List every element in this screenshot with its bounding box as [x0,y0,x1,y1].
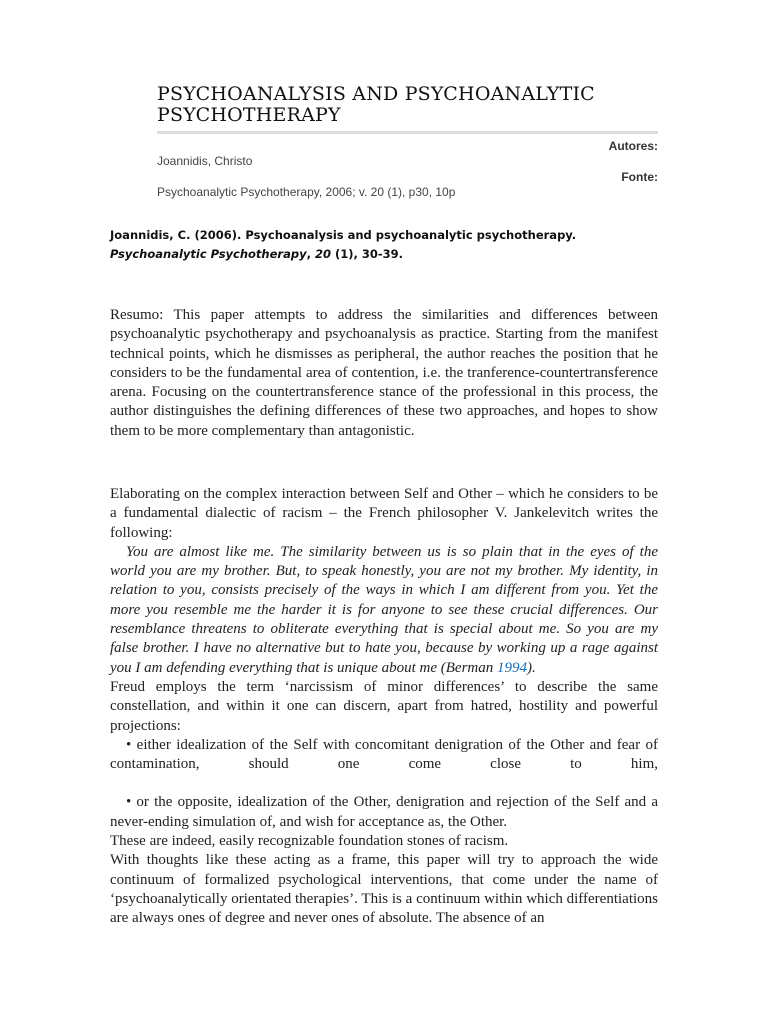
abstract-label: Resumo: [110,307,164,323]
foundation-paragraph: These are indeed, easily recognizable foundation stones of racism. [110,833,509,850]
bullet-item-2: • or the opposite, idealization of the Other, denigration and rejection of the Self and a never-ending simulation of, and wish for acceptance as, the Other. [110,794,658,830]
abstract-text: This paper attempts to address the similarities and differences between psychoanalytic psychotherapy and psychoanalysis as practice. Starting from the manifest technical points, which he dismisses as peripheral, the author reaches the position that he considers to be the fundamental area of contention, i.e. the tranference-countertransference arena. Focusing on the countertransference stance of the professional in this process, the author distinguishes the defining differences of these two approaches, and hopes to show them to be more complementary than antagonistic. [110,307,658,439]
authors-value: Joannidis, Christo [157,154,253,168]
bullet-item-1: • either idealization of the Self with concomitant denigration of the Other and fear of contamination, should one come close to him, [110,736,658,773]
source-value: Psychoanalytic Psychotherapy, 2006; v. 20 (1), p30, 10p [157,185,456,199]
jankelevitch-quote [110,543,658,678]
source-label: Fonte: [621,170,658,184]
quote-end: ). [527,659,536,676]
article-title: PSYCHOANALYSIS AND PSYCHOANALYTIC PSYCHOTHERAPY [157,84,658,134]
citation-volume: 20 [314,247,331,261]
freud-paragraph: Freud employs the term ‘narcissism of minor differences’ to describe the same constellation, and within it one can discern, apart from hatred, hostility and powerful projections: [110,678,658,734]
abstract [110,306,658,441]
citation-journal: Psychoanalytic Psychotherapy [110,247,307,261]
citation-authors-year: Joannidis, C. (2006). Psychoanalysis and psychoanalytic psychotherapy. [110,228,577,242]
citation-separator: , [306,247,315,261]
authors-label: Autores: [608,139,658,153]
intro-paragraph: Elaborating on the complex interaction between Self and Other – which he considers to be a fundamental dialectic of racism – the French philosopher V. Jankelevitch writes the following: [110,486,658,541]
abstract-paragraph [110,306,658,441]
berman-1994-link[interactable]: 1994 [497,659,527,676]
citation-pages: (1), 30-39. [330,247,404,261]
spacer [110,774,658,793]
quote-text: You are almost like me. The similarity between us is so plain that in the eyes of the world you are my brother. But, to speak honestly, you are not my brother. My identity, in relation to you, consists precisely of the ways in which I am different from you. Yet the more you resemble me the harder it is for anyone to see these crucial differences. Our resemblance threatens to obliterate everything that is special about me. So you are my false brother. I have no alternative but to hate you, because by working up a rage against you I am defending everything that is unique about me (Berman [110,543,658,676]
closing-paragraph: With thoughts like these acting as a frame, this paper will try to approach the wide continuum of formalized psychological interventions, that come under the name of ‘psychoanalytically orientated therapies’. This is a continuum within which differentiations are always ones of degree and never ones of absolute. The absence of an [110,852,658,927]
apa-citation [110,226,658,264]
article-body [110,485,658,929]
article-header [157,84,658,200]
